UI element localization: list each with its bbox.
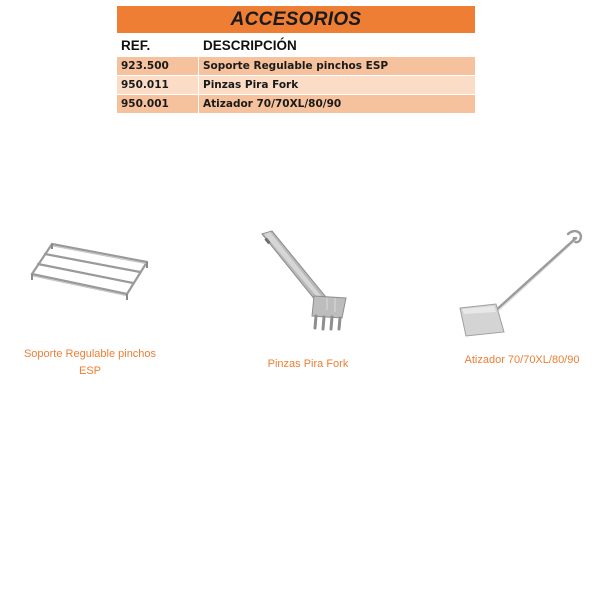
table-header-row (117, 34, 475, 57)
adjustable-skewer-support-icon (10, 232, 170, 312)
ref-cell: 950.011 (117, 76, 199, 94)
ref-cell: 950.001 (117, 95, 199, 113)
section-title-bar (117, 6, 475, 33)
accessories-table (117, 34, 475, 114)
product-card-atizador (442, 224, 600, 369)
table-row (117, 76, 475, 95)
product-caption-line1: Soporte Regulable pinchos (23, 348, 157, 360)
fork-tongs-icon (228, 226, 388, 334)
table-row (117, 95, 475, 114)
product-caption: Pinzas Pira Fork (267, 358, 349, 370)
column-header-ref: REF. (121, 38, 151, 53)
ref-cell: 923.500 (117, 57, 199, 75)
poker-icon (442, 224, 600, 342)
description-cell: Soporte Regulable pinchos ESP (203, 60, 389, 72)
product-card-pinzas (228, 226, 388, 373)
description-cell: Pinzas Pira Fork (203, 79, 299, 91)
section-title: ACCESORIOS (230, 8, 362, 30)
column-header-description: DESCRIPCIÓN (203, 38, 297, 53)
product-caption: Atizador 70/70XL/80/90 (464, 354, 580, 366)
description-cell: Atizador 70/70XL/80/90 (203, 98, 342, 110)
table-row (117, 57, 475, 76)
product-caption (10, 346, 170, 380)
product-card-soporte (10, 232, 170, 380)
product-caption-line2: ESP (78, 365, 101, 377)
